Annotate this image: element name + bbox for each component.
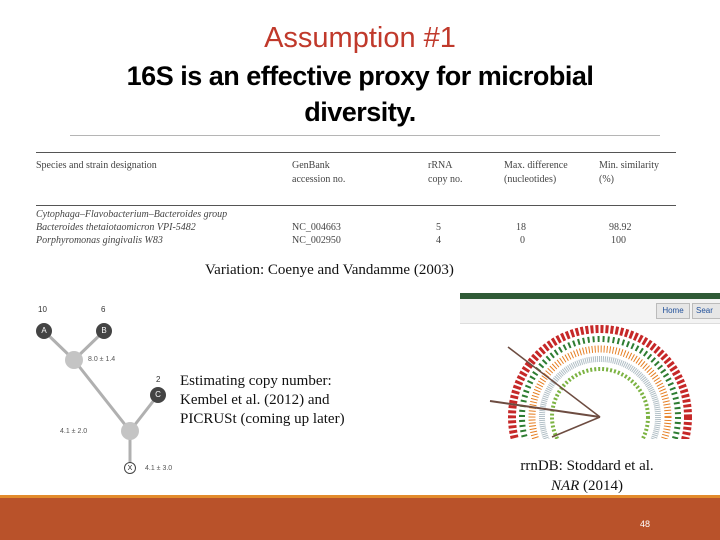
slide-subtitle-line2: diversity. bbox=[304, 97, 416, 127]
genome-ring-graphic bbox=[460, 325, 720, 439]
leaf-x-node: X bbox=[124, 462, 136, 474]
slide-subtitle-line1: 16S is an effective proxy for microbial bbox=[126, 61, 594, 91]
footer-bar bbox=[0, 498, 720, 540]
variation-caption: Variation: Coenye and Vandamme (2003) bbox=[205, 262, 454, 278]
rrndb-screenshot bbox=[460, 293, 720, 439]
nav-home-button[interactable]: Home bbox=[656, 303, 690, 319]
table-row-maxdiff: 0 bbox=[520, 235, 525, 246]
copy-number-table bbox=[36, 152, 676, 252]
rrndb-caption-line1: rrnDB: Stoddard et al. bbox=[520, 458, 654, 474]
table-row-species: Bacteroides thetaiotaomicron VPI-5482 bbox=[36, 222, 196, 233]
header-species: Species and strain designation bbox=[36, 160, 157, 171]
header-genbank-2: accession no. bbox=[292, 174, 346, 185]
internal-node-2 bbox=[121, 422, 139, 440]
rrndb-year: (2014) bbox=[579, 478, 624, 494]
table-group-label: Cytophaga–Flavobacterium–Bacteroides group bbox=[36, 209, 228, 220]
table-row-copies: 5 bbox=[436, 222, 441, 233]
leaf-b-count: 6 bbox=[101, 305, 106, 314]
internal-node-1 bbox=[65, 351, 83, 369]
page-number: 48 bbox=[640, 519, 651, 529]
table-header-rule bbox=[36, 205, 676, 206]
header-maxdiff-2: (nucleotides) bbox=[504, 174, 557, 185]
slide-title: Assumption #1 bbox=[264, 22, 456, 54]
table-row-species: Porphyromonas gingivalis W83 bbox=[36, 235, 163, 246]
genome-ring-inner bbox=[552, 369, 648, 439]
nav-search-button[interactable]: Sear bbox=[692, 303, 720, 319]
table-row-copies: 4 bbox=[436, 235, 441, 246]
leaf-a-count: 10 bbox=[38, 305, 47, 314]
rrndb-caption bbox=[497, 456, 677, 496]
copy-number-caption-line1: Estimating copy number: bbox=[180, 373, 332, 389]
header-genbank: GenBank bbox=[292, 160, 330, 171]
header-maxdiff: Max. difference bbox=[504, 160, 568, 171]
header-minsim-2: (%) bbox=[599, 174, 614, 185]
rrndb-caption-line2 bbox=[497, 476, 677, 496]
table-row-maxdiff: 18 bbox=[516, 222, 526, 233]
leaf-c-count: 2 bbox=[156, 375, 161, 384]
genome-pointer-3 bbox=[552, 417, 600, 437]
header-rrna: rRNA bbox=[428, 160, 453, 171]
header-rrna-2: copy no. bbox=[428, 174, 463, 185]
table-row-minsim: 98.92 bbox=[609, 222, 632, 233]
table-row-minsim: 100 bbox=[611, 235, 626, 246]
copy-number-caption-line2: Kembel et al. (2012) and bbox=[180, 392, 330, 408]
internal-node-2-estimate: 4.1 ± 2.0 bbox=[60, 428, 88, 435]
copy-number-caption bbox=[180, 372, 348, 429]
leaf-c-node: C bbox=[150, 387, 166, 403]
slide-subtitle bbox=[0, 58, 720, 130]
leaf-b-node: B bbox=[96, 323, 112, 339]
branch-node1 bbox=[74, 360, 130, 431]
title-divider bbox=[70, 135, 660, 136]
copy-number-caption-line3: PICRUSt (coming up later) bbox=[180, 411, 345, 427]
header-minsim: Min. similarity bbox=[599, 160, 659, 171]
leaf-x-estimate: 4.1 ± 3.0 bbox=[145, 465, 173, 472]
leaf-a-node: A bbox=[36, 323, 52, 339]
table-top-rule bbox=[36, 152, 676, 153]
rrndb-journal: NAR bbox=[550, 478, 580, 494]
internal-node-1-estimate: 8.0 ± 1.4 bbox=[88, 356, 116, 363]
phylogenetic-tree-figure bbox=[30, 298, 190, 483]
table-row-accession: NC_004663 bbox=[292, 222, 341, 233]
table-row-accession: NC_002950 bbox=[292, 235, 341, 246]
